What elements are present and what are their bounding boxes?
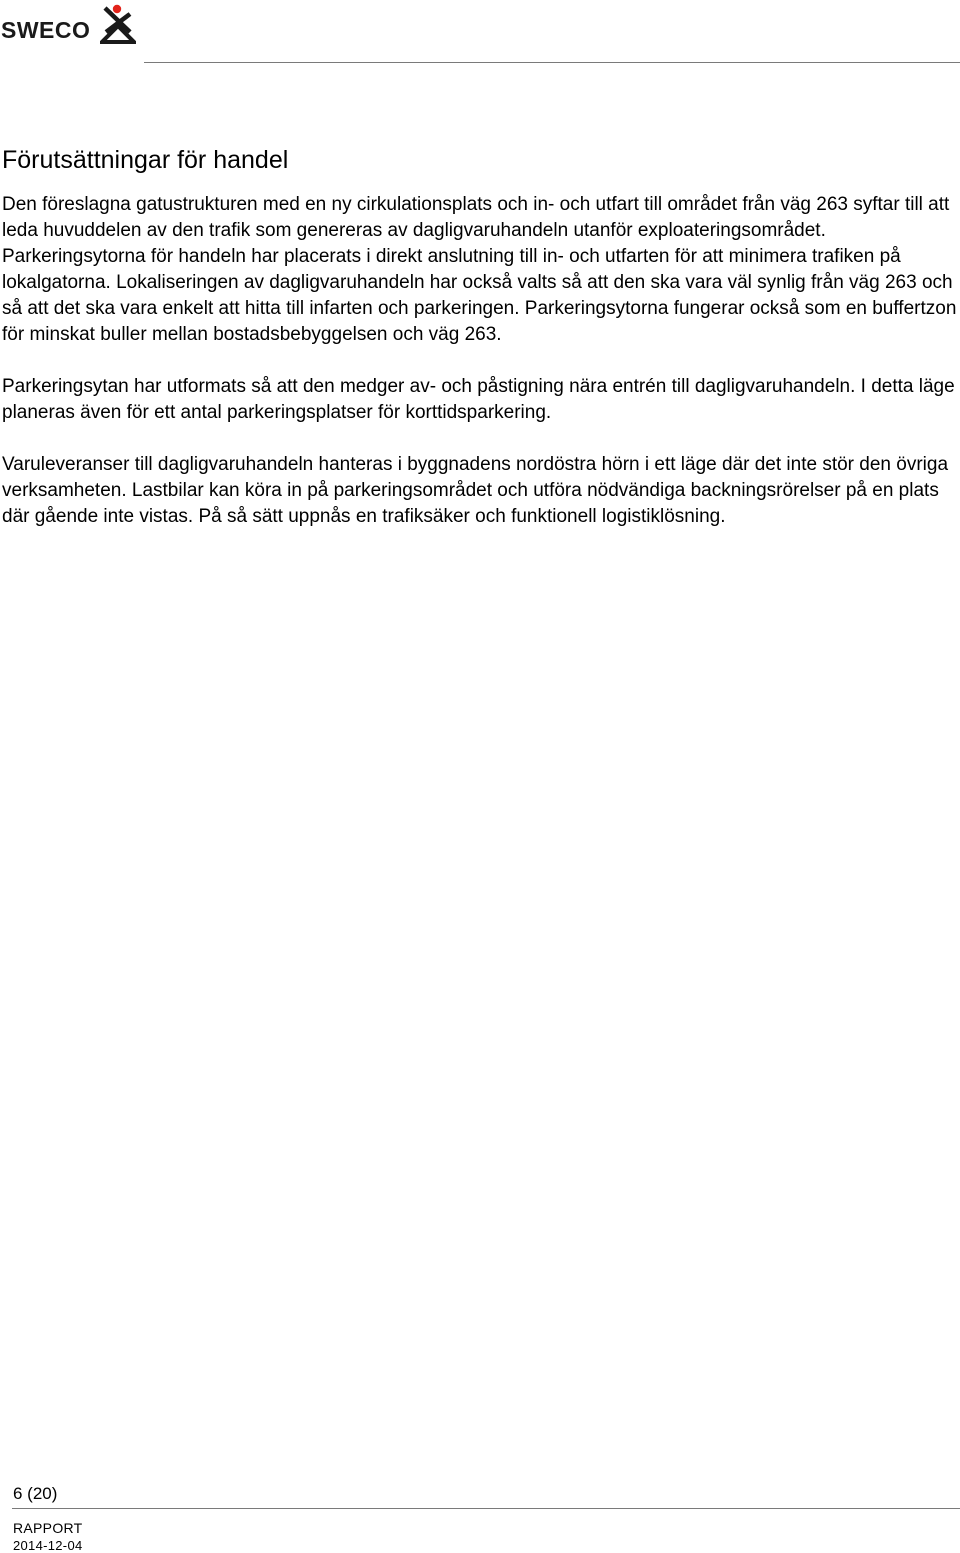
page-header (0, 0, 960, 64)
document-type: RAPPORT (13, 1520, 83, 1536)
document-date: 2014-12-04 (13, 1538, 83, 1553)
sweco-logo (0, 2, 140, 46)
paragraph: Varuleveranser till dagligvaruhandeln hanteras i byggnadens nordöstra hörn i ett läge där det inte stör den övriga verksamheten. Lastbilar kan köra in på parkeringsområdet och utföra nödvändiga backningsrörelser på en plats där gående inte vistas. På så sätt uppnås en trafiksäker och funktionell logistiklösning. (2, 454, 949, 527)
footer-divider (12, 1508, 960, 1509)
paragraph: Den föreslagna gatustrukturen med en ny cirkulationsplats och in- och utfart till området från väg 263 syftar till att leda huvuddelen av den trafik som genereras av dagligvaruhandeln utanför exploateringsområdet. Parkeringsytorna för handeln har placerats i direkt anslutning till in- och utfarten för att minimera trafiken på lokalgatorna. Lokaliseringen av dagligvaruhandeln har också valts så att den ska vara väl synlig från väg 263 och så att det ska vara enkelt att hitta till infarten och parkeringen. Parkeringsytorna fungerar också som en buffertzon för minskat buller mellan bostadsbebyggelsen och väg 263. (2, 194, 957, 345)
section-title: Förutsättningar för handel (2, 146, 289, 174)
report-section (2, 145, 958, 530)
sweco-figure-icon (100, 2, 136, 46)
logo-wordmark: SWECO (1, 17, 91, 43)
header-divider (144, 62, 960, 63)
page-number: 6 (20) (13, 1484, 58, 1503)
paragraph: Parkeringsytan har utformats så att den medger av- och påstigning nära entrén till dagligvaruhandeln. I detta läge planeras även för ett antal parkeringsplatser för korttidsparkering. (2, 376, 955, 423)
